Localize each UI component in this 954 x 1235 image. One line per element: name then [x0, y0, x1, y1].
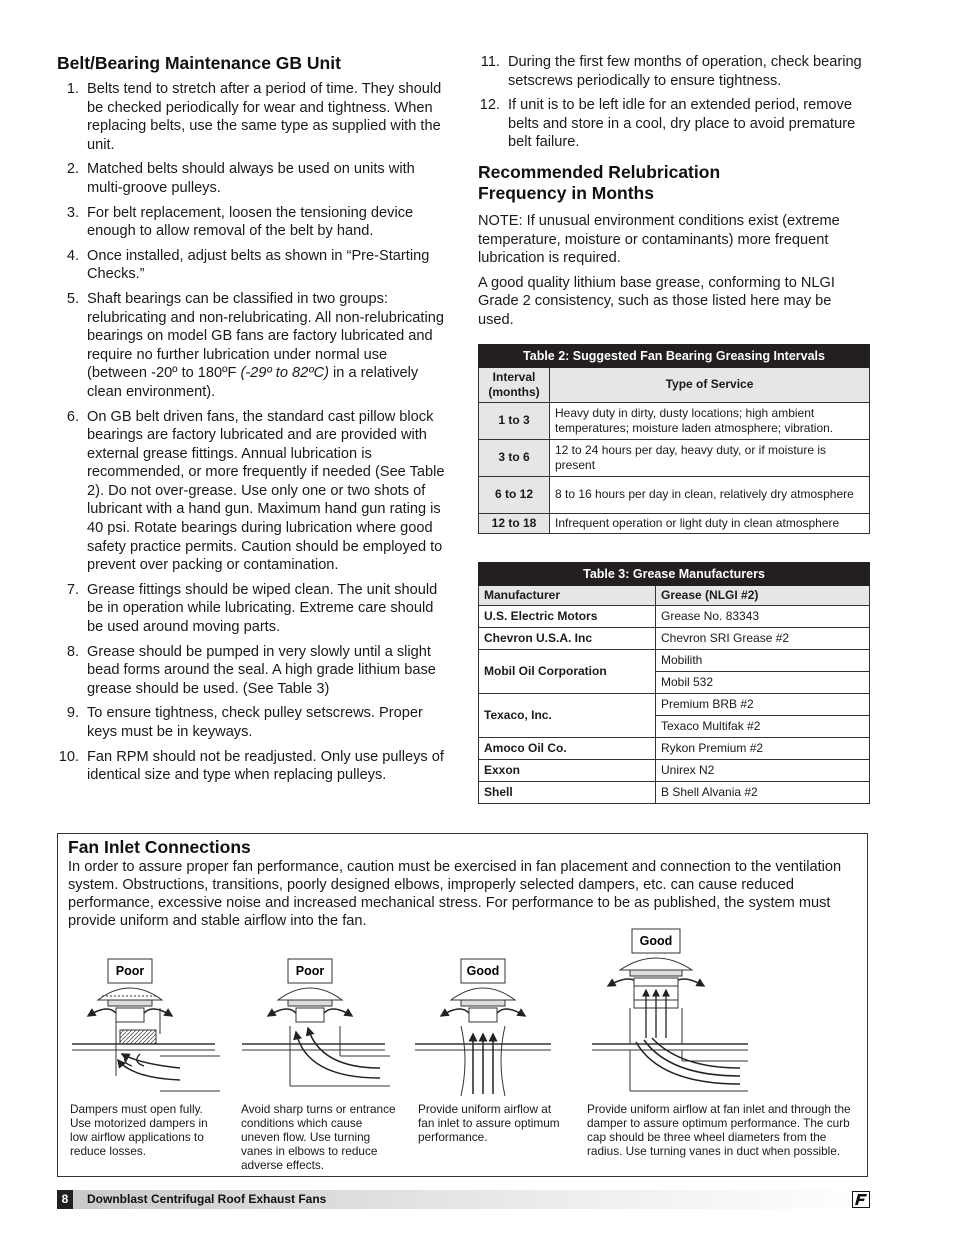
list-item — [57, 704, 447, 741]
relubrication-heading — [478, 162, 870, 204]
fan-turning-vanes-illustration — [590, 926, 750, 1096]
item-text: Grease should be pumped in very slowly until a slight bead forms around the seal. A high grade lithium base grease should be used. (See Table 3) — [87, 643, 436, 697]
grease-cell: B Shell Alvania #2 — [656, 781, 870, 803]
relubrication-heading-line1: Recommended Relubrication — [478, 161, 721, 182]
table-row — [479, 605, 870, 627]
left-column — [57, 53, 447, 791]
table-row — [479, 476, 870, 513]
grease-cell: Premium BRB #2 — [656, 693, 870, 715]
interval-header — [479, 367, 550, 402]
interval-cell: 6 to 12 — [479, 476, 550, 513]
manufacturer-header: Manufacturer — [479, 585, 656, 605]
diagram-damper-poor — [70, 956, 220, 1096]
table-row — [479, 402, 870, 439]
item-text: Fan RPM should not be readjusted. Only use pulleys of identical size and type when replacing pulleys. — [87, 748, 444, 784]
list-item — [57, 160, 447, 197]
list-item — [57, 290, 447, 402]
item-text: Grease fittings should be wiped clean. The unit should be in operation while lubricating. Extreme care should be used around moving parts. — [87, 581, 438, 636]
item-text: During the first few months of operation, check bearing setscrews periodically to ensure tightness. — [508, 54, 862, 89]
table-row — [479, 627, 870, 649]
footer-title: Downblast Centrifugal Roof Exhaust Fans — [87, 1192, 327, 1206]
table-row — [479, 781, 870, 803]
diagram-turning-vanes-good — [590, 926, 750, 1096]
right-column — [478, 53, 870, 804]
diagram-label: Good — [466, 964, 500, 978]
manufacturer-cell: Amoco Oil Co. — [479, 737, 656, 759]
grease-cell: Texaco Multifak #2 — [656, 715, 870, 737]
page-number: 8 — [57, 1190, 73, 1209]
service-cell: 8 to 16 hours per day in clean, relatively dry atmosphere — [550, 476, 870, 513]
interval-header-line2: (months) — [488, 384, 540, 399]
service-cell: Infrequent operation or light duty in clean atmosphere — [550, 513, 870, 533]
grease-manufacturers-table — [478, 562, 870, 804]
manufacturer-cell: U.S. Electric Motors — [479, 605, 656, 627]
diagram-caption: Avoid sharp turns or entrance conditions which cause uneven flow. Use turning vanes in elbows to reduce adverse effects. — [241, 1102, 396, 1172]
list-item — [57, 204, 447, 241]
fan-straight-duct-illustration — [413, 956, 553, 1096]
manufacturer-cell: Mobil Oil Corporation — [479, 649, 656, 693]
grease-cell: Rykon Premium #2 — [656, 737, 870, 759]
list-item — [57, 408, 447, 575]
service-header: Type of Service — [550, 367, 870, 402]
diagram-label: Poor — [295, 964, 325, 978]
manufacturer-cell: Exxon — [479, 759, 656, 781]
relubrication-note: NOTE: If unusual environment conditions exist (extreme temperature, moisture or contaminants) more frequent lubrication is required. — [478, 212, 840, 267]
grease-header: Grease (NLGI #2) — [656, 585, 870, 605]
interval-cell: 1 to 3 — [479, 402, 550, 439]
service-cell: 12 to 24 hours per day, heavy duty, or if moisture is present — [550, 439, 870, 476]
diagram-straight-good — [413, 956, 553, 1096]
belt-steps-list — [57, 80, 447, 785]
grease-text: A good quality lithium base grease, conforming to NLGI Grade 2 consistency, such as those listed here may be used. — [478, 274, 835, 328]
fan-inlet-heading: Fan Inlet Connections — [68, 837, 251, 857]
table-row — [479, 693, 870, 715]
interval-cell: 3 to 6 — [479, 439, 550, 476]
greasing-intervals-table — [478, 344, 870, 534]
item-text-after: in a relatively clean environment). — [87, 365, 419, 400]
diagram-caption: Dampers must open fully. Use motorized dampers in low airflow applications to reduce losses. — [70, 1102, 208, 1158]
item-text: If unit is to be left idle for an extended period, remove belts and store in a cool, dry place to avoid premature belt failure. — [508, 97, 856, 151]
list-item — [57, 748, 447, 785]
table-row — [479, 737, 870, 759]
belt-maintenance-heading: Belt/Bearing Maintenance GB Unit — [57, 53, 341, 73]
diagram-caption: Provide uniform airflow at fan inlet and through the damper to assure optimum performance. The curb cap should be three wheel diameters from the radius. Use turning vanes in duct when possible. — [587, 1102, 851, 1158]
interval-cell: 12 to 18 — [479, 513, 550, 533]
grease-cell: Mobil 532 — [656, 671, 870, 693]
item-number: 8. — [66, 643, 79, 660]
item-number: 6. — [66, 408, 79, 425]
diagram-elbow-poor — [240, 956, 390, 1096]
item-number: 10. — [58, 748, 79, 765]
item-text: To ensure tightness, check pulley setscrews. Proper keys must be in keyways. — [87, 705, 423, 740]
item-text: For belt replacement, loosen the tensioning device enough to allow removal of the belt by hand. — [87, 204, 414, 240]
item-text: Belts tend to stretch after a period of time. They should be checked periodically for wear and tightness. When replacing belts, use the same type as supplied with the unit. — [87, 81, 442, 153]
manufacturer-cell: Texaco, Inc. — [479, 693, 656, 737]
item-text: Once installed, adjust belts as shown in “Pre-Starting Checks.” — [87, 247, 430, 283]
fan-damper-illustration — [70, 956, 220, 1096]
item-number: 4. — [66, 247, 79, 264]
table-row — [479, 513, 870, 533]
grease-cell: Mobilith — [656, 649, 870, 671]
page-footer — [57, 1190, 870, 1209]
diagram-label: Poor — [115, 964, 145, 978]
grease-cell: Chevron SRI Grease #2 — [656, 627, 870, 649]
item-number: 2. — [66, 161, 79, 178]
list-item — [57, 643, 447, 699]
table-title: Table 3: Grease Manufacturers — [479, 562, 870, 585]
table-row — [479, 649, 870, 671]
manufacturer-cell: Chevron U.S.A. Inc — [479, 627, 656, 649]
manufacturer-cell: Shell — [479, 781, 656, 803]
diagram-caption: Provide uniform airflow at fan inlet to assure optimum performance. — [418, 1102, 560, 1144]
fan-elbow-illustration — [240, 956, 390, 1096]
list-item — [478, 96, 870, 152]
fan-inlet-intro: In order to assure proper fan performance, caution must be exercised in fan placement and connection to the ventilation system. Obstructions, transitions, poorly designed elbows, improperly selected dampers, etc. can cause reduced performance, excessive noise and increased mechanical stress. For performance to be as published, the system must provide uniform and stable airflow into the fan. — [68, 859, 842, 929]
item-number: 3. — [66, 204, 79, 221]
item-number: 11. — [480, 54, 500, 70]
item-number: 9. — [66, 705, 79, 722]
relubrication-heading-line2: Frequency in Months — [478, 182, 654, 203]
table-title: Table 2: Suggested Fan Bearing Greasing Intervals — [479, 344, 870, 367]
item-text: Shaft bearings can be classified in two groups: relubricating and non-relubricating. All non-relubricating bearings on model GB fans are factory lubricated and require no further lubrication under normal use (between -20º to 180ºF — [87, 290, 444, 382]
belt-steps-list-continued — [478, 53, 870, 152]
table-row — [479, 759, 870, 781]
list-item — [57, 80, 447, 154]
brand-logo-icon — [852, 1191, 870, 1208]
item-text: On GB belt driven fans, the standard cast pillow block bearings are factory lubricated and are provided with external grease fittings. Annual lubrication is recommended, or more frequently if needed (See Table 2). Do not over-grease. Use only one or two shots of lubricant with a hand gun. Maximum hand gun rating is 40 psi. Rotate bearings during lubrication where good safety practice permits. Caution should be employed to prevent over packing or contamination. — [87, 408, 445, 574]
service-cell: Heavy duty in dirty, dusty locations; high ambient temperatures; moisture laden atmosphere; vibration. — [550, 402, 870, 439]
table-row — [479, 439, 870, 476]
grease-cell: Unirex N2 — [656, 759, 870, 781]
item-text-italic: (-29º to 82ºC) — [240, 365, 329, 382]
list-item — [478, 53, 870, 90]
fan-inlet-section — [57, 833, 868, 1177]
grease-cell: Grease No. 83343 — [656, 605, 870, 627]
diagram-label: Good — [639, 934, 673, 948]
item-text: Matched belts should always be used on units with multi-groove pulleys. — [87, 161, 415, 196]
item-number: 1. — [66, 81, 79, 97]
interval-header-line1: Interval — [492, 369, 536, 384]
list-item — [57, 247, 447, 284]
item-number: 12. — [479, 97, 500, 114]
item-number: 5. — [66, 290, 79, 307]
list-item — [57, 581, 447, 637]
item-number: 7. — [66, 581, 79, 598]
